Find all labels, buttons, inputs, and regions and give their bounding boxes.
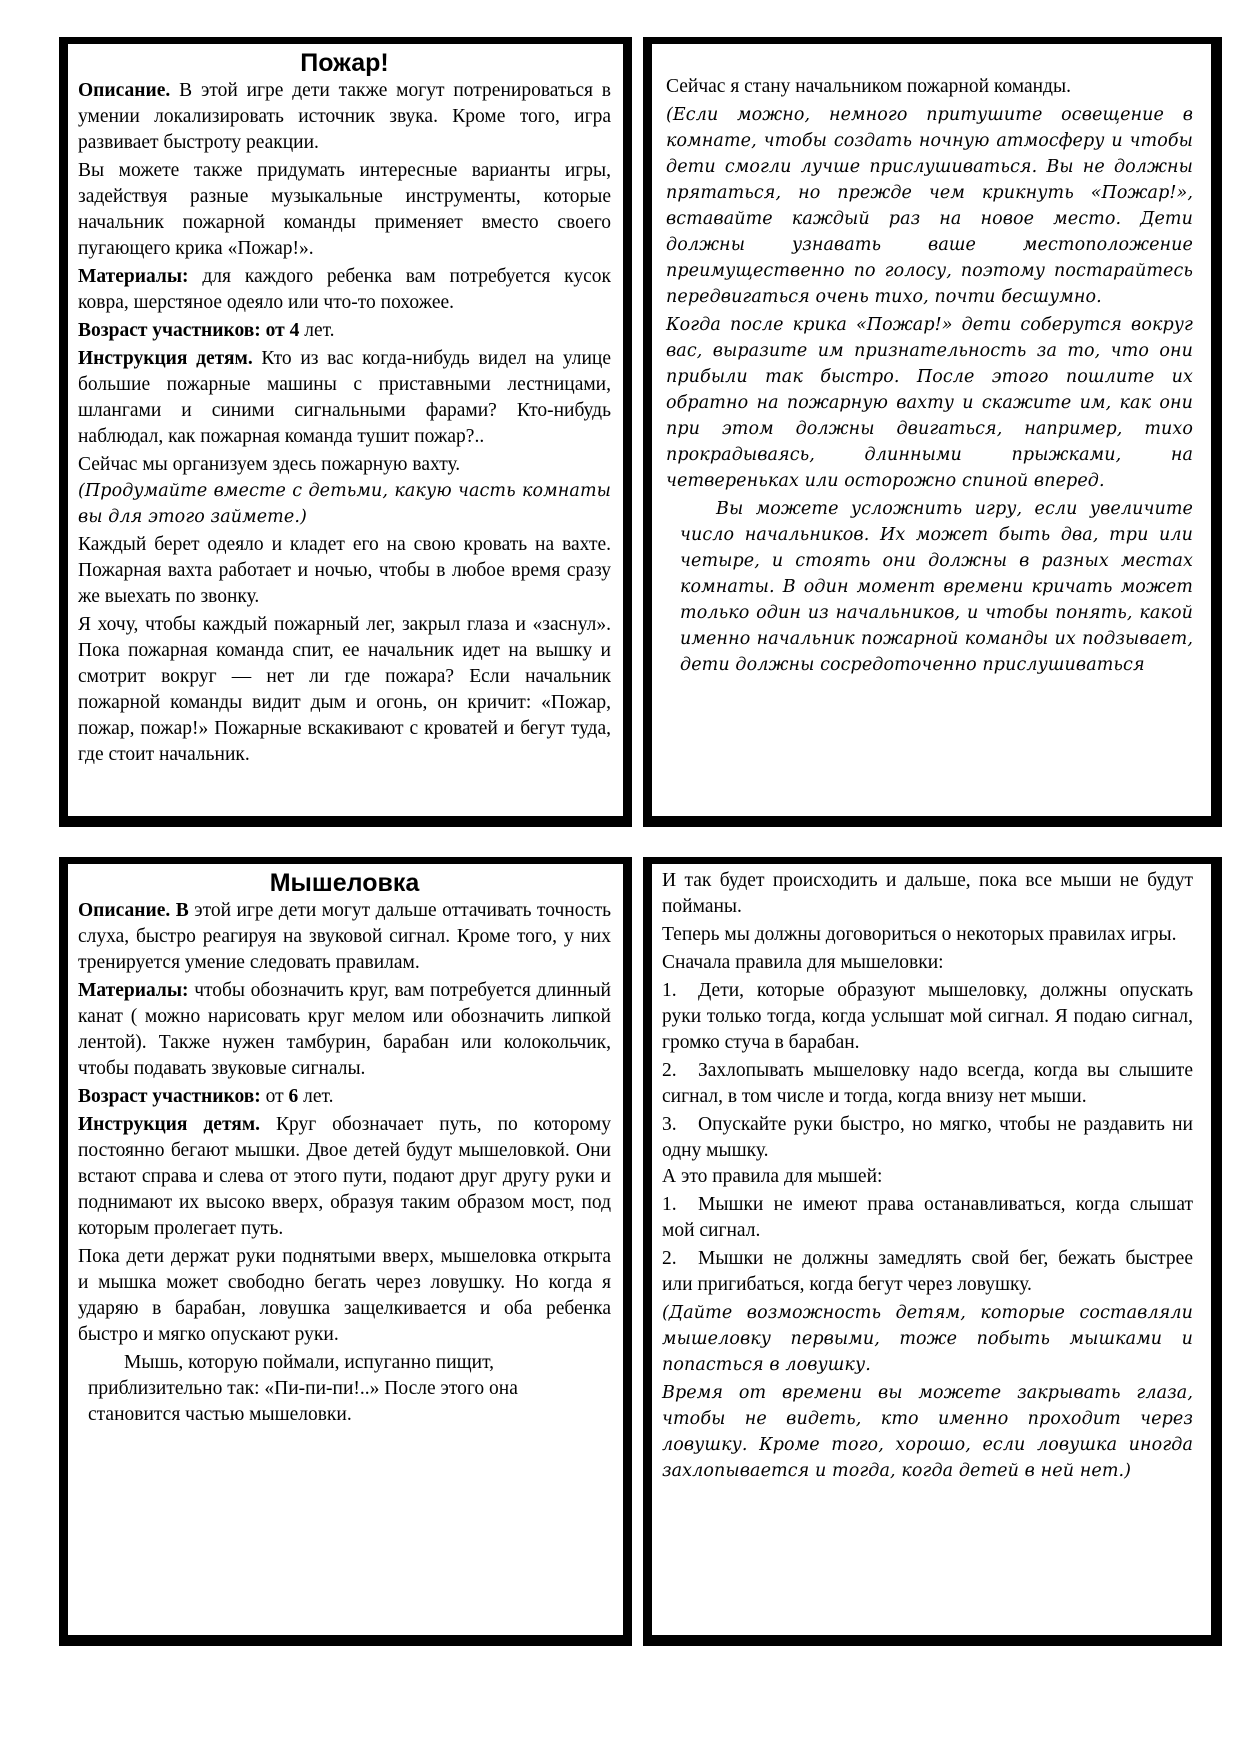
materials-paragraph: Материалы: для каждого ребенка вам потребуется кусок ковра, шерстяное одеяло или что-то похожее. xyxy=(78,266,611,313)
age-paragraph: Возраст участников: от 4 лет. xyxy=(78,320,335,341)
materials-paragraph: Материалы: чтобы обозначить круг, вам потребуется длинный канат ( можно нарисовать круг мелом или обозначить липкой лентой). Также нужен тамбурин, барабан или колокольчик, чтобы подавать звуковые сигналы. xyxy=(78,980,611,1079)
description-paragraph: Описание. В этой игре дети могут дальше оттачивать точность слуха, быстро реагируя на звуковой сигнал. Кроме того, у них тренируется умение следовать правилам. xyxy=(78,900,611,973)
card-mousetrap-back xyxy=(643,857,1222,1646)
materials-label: Материалы: xyxy=(78,980,189,1001)
description-paragraph: Описание. В этой игре дети также могут потренироваться в умении локализировать источник звука. Кроме того, игра развивает быстроту реакции. xyxy=(78,80,611,153)
mouse-rules-heading: А это правила для мышей: xyxy=(662,1166,883,1187)
paragraph-1: И так будет происходить и дальше, пока все мыши не будут пойманы. xyxy=(662,870,1193,917)
card-content xyxy=(652,864,1211,1635)
watch-paragraph: Сейчас мы организуем здесь пожарную вахту. xyxy=(78,454,461,475)
trap-rule-item: 3. Опускайте руки быстро, но мягко, чтобы не раздавить ни одну мышку. xyxy=(662,1114,1193,1161)
variants-paragraph: Вы можете также придумать интересные варианты игры, задействуя разные музыкальные инструменты, которые начальник пожарной команды применяет вместо своего пугающего крика «Пожар!». xyxy=(78,160,611,259)
card-title: Пожар! xyxy=(300,49,389,77)
mouse-rule-item: 2. Мышки не должны замедлять свой бег, бежать быстрее или пригибаться, когда бегут через ловушку. xyxy=(662,1248,1193,1295)
card-frame xyxy=(67,863,624,1636)
sleep-paragraph: Я хочу, чтобы каждый пожарный лег, закрыл глаза и «заснул». Пока пожарная команда спит, ее начальник идет на вышку и смотрит вокруг — нет ли где пожара? Если начальник пожарной команды видит дым и огонь, он кричит: «Пожар, пожар, пожар!» Пожарные вскакивают с кроватей и бегут туда, где стоит начальник. xyxy=(78,614,611,765)
card-fire-front xyxy=(59,37,632,827)
trap-rule-item: 1. Дети, которые образуют мышеловку, должны опускать руки только тогда, когда услышат мой сигнал. Я подаю сигнал, громко стуча в барабан. xyxy=(662,980,1193,1053)
blanket-paragraph: Каждый берет одеяло и кладет его на свою кровать на вахте. Пожарная вахта работает и ночью, чтобы в любое время сразу же выехать по звонку. xyxy=(78,534,611,607)
intro-paragraph: Сейчас я стану начальником пожарной команды. xyxy=(666,76,1071,97)
description-label: Описание. В xyxy=(78,900,189,921)
note-paragraph-2: Когда после крика «Пожар!» дети соберутся вокруг вас, выразите им признательность за то, что они прибыли так быстро. После этого пошлите их обратно на пожарную вахту и скажите им, как они при этом должны двигаться, например, тихо прокрадываясь, длинными прыжками, на четвереньках или осторожно спиной вперед. xyxy=(666,315,1193,491)
description-label: Описание. xyxy=(78,80,171,101)
instruction-paragraph: Инструкция детям. Круг обозначает путь, по которому постоянно бегают мышки. Двое детей будут мышеловкой. Они встают справа и слева от этого пути, подают друг другу руки и поднимают их высоко вверх, образуя таким образом мост, под которым пролегает путь. xyxy=(78,1114,611,1239)
mouse-rule-item: 1. Мышки не имеют права останавливаться, когда слышат мой сигнал. xyxy=(662,1194,1193,1241)
trap-rule-item: 2. Захлопывать мышеловку надо всегда, когда вы слышите сигнал, в том числе и тогда, когда внизу нет мыши. xyxy=(662,1060,1193,1107)
card-content xyxy=(68,864,623,1635)
materials-label: Материалы: xyxy=(78,266,189,287)
caught-paragraph: Мышь, которую поймали, испуганно пищит, приблизительно так: «Пи-пи-пи!..» После этого она становится частью мышеловки. xyxy=(88,1352,518,1425)
paragraph-2: Теперь мы должны договориться о некоторых правилах игры. xyxy=(662,924,1177,945)
watch-note: (Продумайте вместе с детьми, какую часть комнаты вы для этого займете.) xyxy=(78,481,611,527)
note-paragraph-1: (Если можно, немного притушите освещение в комнате, чтобы создать ночную атмосферу и чтобы дети смогли лучше прислушиваться. Вы не должны прятаться, но прежде чем крикнуть «Пожар!», вставайте каждый раз на новое место. Дети должны узнавать ваше местоположение преимущественно по голосу, поэтому постарайтесь передвигаться очень тихо, почти бесшумно. xyxy=(666,105,1193,307)
card-title: Мышеловка xyxy=(269,869,420,897)
note-paragraph-3: Вы можете усложнить игру, если увеличите число начальников. Их может быть два, три или четыре, и стоять они должны в разных местах комнаты. В один момент времени кричать может только один из начальников, и чтобы понять, какой именно начальник пожарной команды их подзывает, дети должны сосредоточенно прислушиваться xyxy=(680,499,1193,675)
age-value: 6 xyxy=(288,1086,299,1107)
trap-rules-heading: Сначала правила для мышеловки: xyxy=(662,952,944,973)
trap-paragraph: Пока дети держат руки поднятыми вверх, мышеловка открыта и мышка может свободно бегать через ловушку. Но когда я ударяю в барабан, ловушка защелкивается и оба ребенка быстро и мягко опускают руки. xyxy=(78,1246,611,1345)
instruction-paragraph: Инструкция детям. Кто из вас когда-нибудь видел на улице большие пожарные машины с приставными лестницами, шлангами и синими сигнальными фарами? Кто-нибудь наблюдал, как пожарная команда тушит пожар?.. xyxy=(78,348,611,447)
note-paragraph-2: Время от времени вы можете закрывать глаза, чтобы не видеть, кто именно проходит через ловушку. Кроме того, хорошо, если ловушка иногда захлопывается и тогда, когда детей в ней нет.) xyxy=(662,1383,1193,1481)
instruction-label: Инструкция детям. xyxy=(78,1114,260,1135)
note-paragraph-1: (Дайте возможность детям, которые составляли мышеловку первыми, тоже побыть мышками и попасться в ловушку. xyxy=(662,1303,1193,1375)
card-content xyxy=(68,44,623,816)
age-label: Возраст участников: от 4 xyxy=(78,320,300,341)
card-frame xyxy=(651,863,1212,1636)
card-mousetrap-front xyxy=(59,857,632,1646)
card-fire-back xyxy=(643,37,1222,827)
card-frame xyxy=(67,43,624,817)
age-label: Возраст участников: xyxy=(78,1086,261,1107)
instruction-label: Инструкция детям. xyxy=(78,348,253,369)
card-frame xyxy=(651,43,1212,817)
age-paragraph: Возраст участников: от 6 лет. xyxy=(78,1086,334,1107)
card-content xyxy=(652,44,1211,816)
